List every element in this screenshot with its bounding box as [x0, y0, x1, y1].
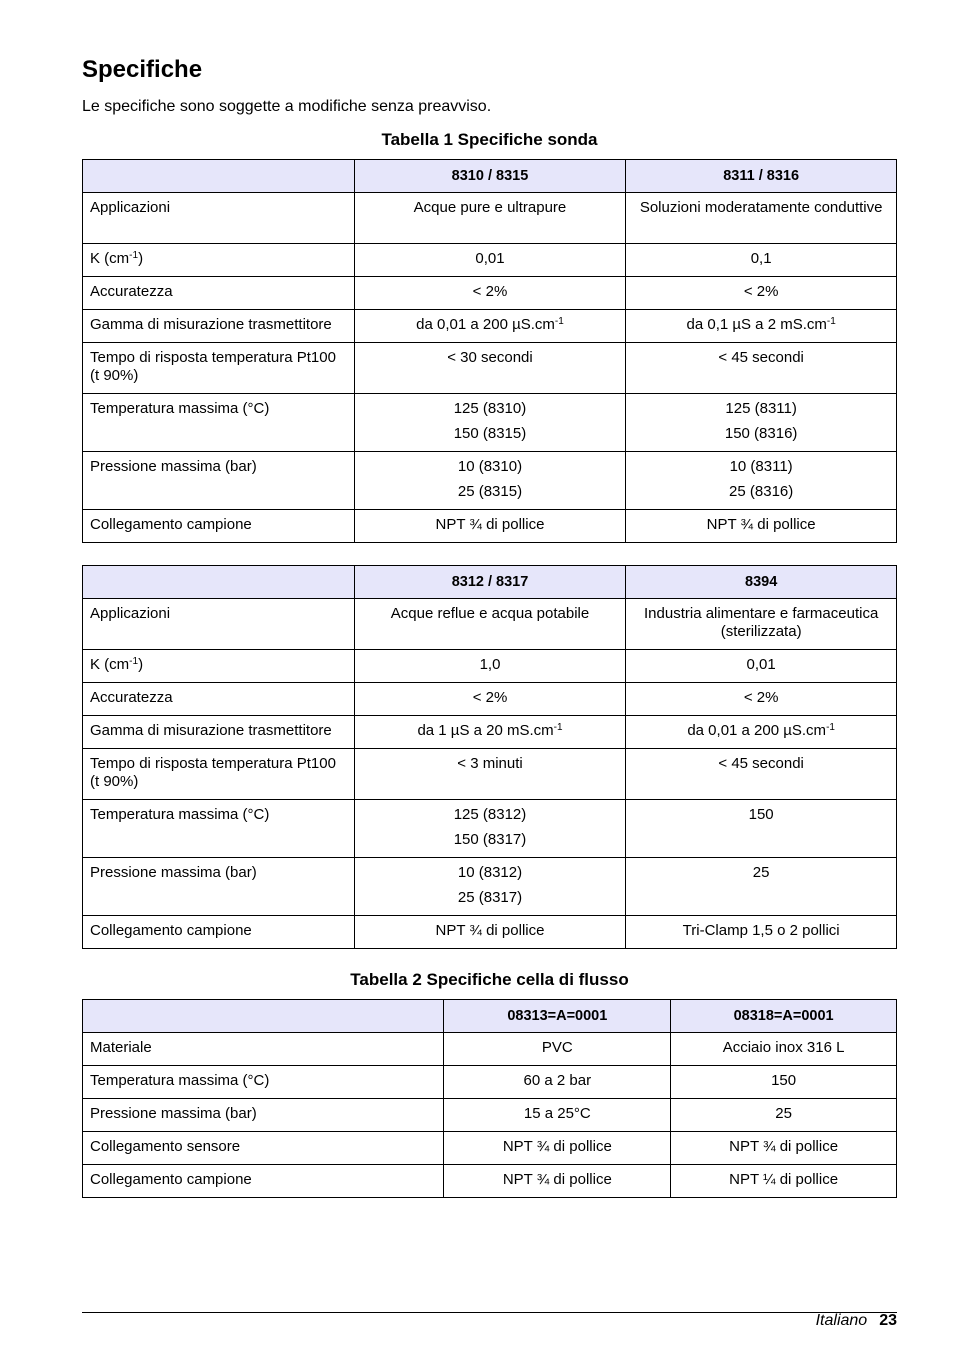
- cell-value: NPT ¾ di pollice: [626, 510, 897, 543]
- table-row: [83, 749, 897, 800]
- table-row: [83, 1033, 897, 1066]
- row-label: Pressione massima (bar): [83, 452, 355, 510]
- row-label: Pressione massima (bar): [83, 1099, 444, 1132]
- cell-value: Acque pure e ultrapure: [354, 193, 626, 244]
- probe-spec-table-a: [82, 159, 897, 543]
- row-label: Accuratezza: [83, 277, 355, 310]
- row-label: Tempo di risposta temperatura Pt100 (t 90%): [83, 749, 355, 800]
- cell-value: 10 (8312) 25 (8317): [354, 858, 626, 916]
- header-cell: 8310 / 8315: [354, 160, 626, 193]
- cell-value: 0,01: [354, 244, 626, 277]
- table-row: [83, 343, 897, 394]
- cell-value: NPT ¾ di pollice: [354, 510, 626, 543]
- intro-text: Le specifiche sono soggette a modifiche senza preavviso.: [82, 98, 492, 115]
- cell-value: NPT ¾ di pollice: [444, 1165, 671, 1198]
- table-row: [83, 277, 897, 310]
- probe-spec-table-b: [82, 565, 897, 949]
- table-row: [83, 310, 897, 343]
- row-label: Temperatura massima (°C): [83, 1066, 444, 1099]
- table-row: [83, 452, 897, 510]
- cell-value: Soluzioni moderatamente conduttive: [626, 193, 897, 244]
- header-cell: 08313=A=0001: [444, 1000, 671, 1033]
- cell-value: 125 (8312) 150 (8317): [354, 800, 626, 858]
- row-label: K $(cm^{-1})$: [83, 650, 355, 683]
- cell-value: 15 a 25°C: [444, 1099, 671, 1132]
- cell-value: da 0,01 a 200 $\mu S.cm^{-1}$: [354, 310, 626, 343]
- table1-caption: Tabella 1 Specifiche sonda: [381, 130, 598, 149]
- cell-value: NPT ¾ di pollice: [354, 916, 626, 949]
- cell-value: 25: [671, 1099, 897, 1132]
- row-label: Collegamento sensore: [83, 1132, 444, 1165]
- row-label: Applicazioni: [83, 599, 355, 650]
- page-footer: [816, 1312, 897, 1330]
- table-row: [83, 1066, 897, 1099]
- table-row: [83, 916, 897, 949]
- cell-value: < 2%: [354, 683, 626, 716]
- cell-value: da 0,1 µS a 2 $mS.cm^{-1}$: [626, 310, 897, 343]
- row-label: Materiale: [83, 1033, 444, 1066]
- cell-value: < 2%: [626, 277, 897, 310]
- cell-value: NPT ¾ di pollice: [671, 1132, 897, 1165]
- row-label: Temperatura massima (°C): [83, 800, 355, 858]
- row-label: Tempo di risposta temperatura Pt100 (t 90%): [83, 343, 355, 394]
- table-row: [83, 599, 897, 650]
- table-row: [83, 510, 897, 543]
- table2-caption: Tabella 2 Specifiche cella di flusso: [350, 970, 629, 989]
- header-cell: 8312 / 8317: [354, 566, 626, 599]
- table-row: [83, 193, 897, 244]
- page-number: 23: [879, 1312, 897, 1329]
- cell-value: da 0,01 a 200 $\mu S.cm^{-1}$: [626, 716, 897, 749]
- row-label: Pressione massima (bar): [83, 858, 355, 916]
- header-cell: [83, 566, 355, 599]
- cell-value: < 45 secondi: [626, 343, 897, 394]
- row-label: Applicazioni: [83, 193, 355, 244]
- table-row: [83, 244, 897, 277]
- row-label: Temperatura massima (°C): [83, 394, 355, 452]
- cell-value: < 2%: [354, 277, 626, 310]
- table-row: [83, 716, 897, 749]
- cell-value: Tri-Clamp 1,5 o 2 pollici: [626, 916, 897, 949]
- footer-language: Italiano: [815, 1312, 868, 1329]
- row-label: Collegamento campione: [83, 510, 355, 543]
- cell-value: 60 a 2 bar: [444, 1066, 671, 1099]
- row-label: K $(cm^{-1})$: [83, 244, 355, 277]
- page-title: Specifiche: [82, 56, 203, 83]
- header-cell: 8311 / 8316: [626, 160, 897, 193]
- header-cell: [83, 1000, 444, 1033]
- header-cell: [83, 160, 355, 193]
- row-label: Accuratezza: [83, 683, 355, 716]
- cell-value: 125 (8310) 150 (8315): [354, 394, 626, 452]
- row-label: Collegamento campione: [83, 916, 355, 949]
- table-row: [83, 683, 897, 716]
- cell-value: 25: [626, 858, 897, 916]
- row-label: Collegamento campione: [83, 1165, 444, 1198]
- cell-value: Acque reflue e acqua potabile: [354, 599, 626, 650]
- cell-value: < 30 secondi: [354, 343, 626, 394]
- cell-value: 0,01: [626, 650, 897, 683]
- row-label: Gamma di misurazione trasmettitore: [83, 716, 355, 749]
- table-row: [83, 858, 897, 916]
- cell-value: < 3 minuti: [354, 749, 626, 800]
- cell-value: 10 (8311) 25 (8316): [626, 452, 897, 510]
- cell-value: 0,1: [626, 244, 897, 277]
- table-row: [83, 1099, 897, 1132]
- cell-value: Industria alimentare e farmaceutica (sterilizzata): [626, 599, 897, 650]
- header-cell: 08318=A=0001: [671, 1000, 897, 1033]
- cell-value: da 1 µS a 20 $mS.cm^{-1}$: [354, 716, 626, 749]
- cell-value: 10 (8310) 25 (8315): [354, 452, 626, 510]
- cell-value: 1,0: [354, 650, 626, 683]
- cell-value: PVC: [444, 1033, 671, 1066]
- cell-value: 150: [626, 800, 897, 858]
- cell-value: < 45 secondi: [626, 749, 897, 800]
- cell-value: Acciaio inox 316 L: [671, 1033, 897, 1066]
- table-row: [83, 1165, 897, 1198]
- table-header-row: [83, 566, 897, 599]
- flow-cell-spec-table: [82, 999, 897, 1198]
- table-row: [83, 1132, 897, 1165]
- table-header-row: [83, 160, 897, 193]
- cell-value: 150: [671, 1066, 897, 1099]
- table-row: [83, 650, 897, 683]
- table-row: [83, 394, 897, 452]
- cell-value: NPT ¼ di pollice: [671, 1165, 897, 1198]
- table-header-row: [83, 1000, 897, 1033]
- cell-value: 125 (8311) 150 (8316): [626, 394, 897, 452]
- row-label: Gamma di misurazione trasmettitore: [83, 310, 355, 343]
- footer-divider: [82, 1312, 897, 1313]
- cell-value: < 2%: [626, 683, 897, 716]
- header-cell: 8394: [626, 566, 897, 599]
- cell-value: NPT ¾ di pollice: [444, 1132, 671, 1165]
- table-row: [83, 800, 897, 858]
